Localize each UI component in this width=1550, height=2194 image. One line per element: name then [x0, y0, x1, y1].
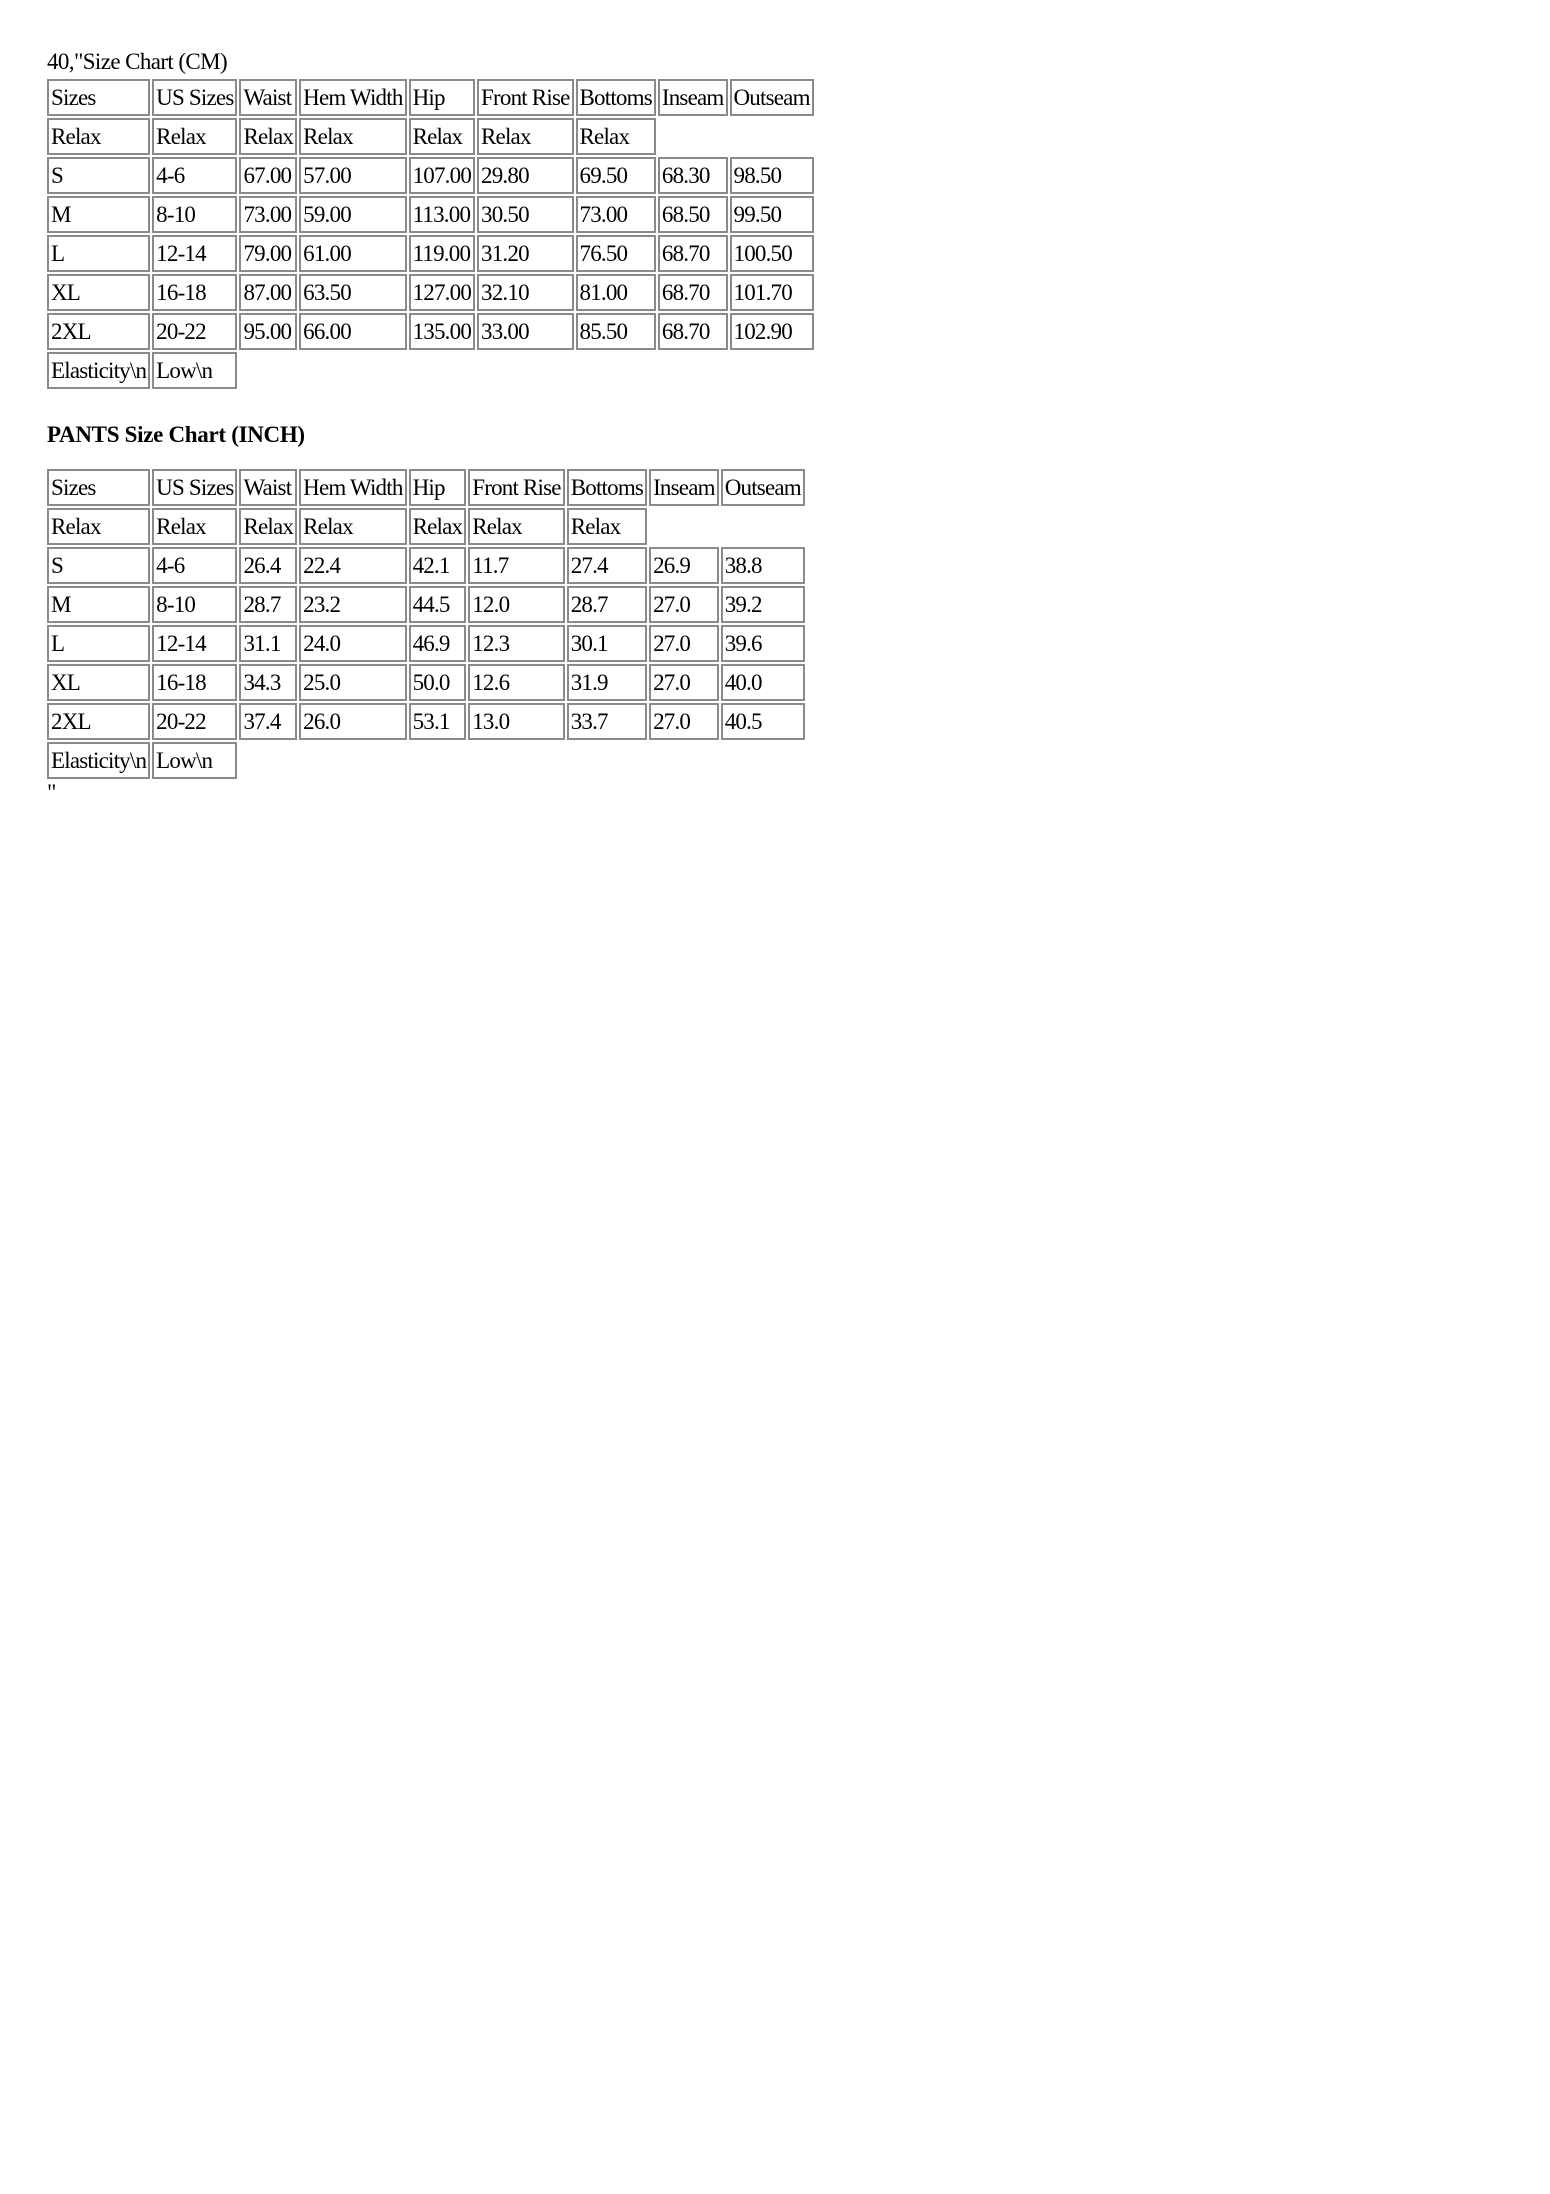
column-header: Front Rise	[477, 79, 573, 116]
relax-cell: Relax	[299, 118, 406, 155]
inch-chart-heading: PANTS Size Chart (INCH)	[47, 422, 305, 447]
empty-cell	[239, 742, 297, 779]
table-row	[47, 703, 805, 740]
relax-cell: Relax	[468, 508, 564, 545]
elasticity-cell: Elasticity\n	[47, 352, 150, 389]
column-header: Outseam	[730, 79, 814, 116]
closing-quote: "	[47, 780, 57, 805]
elasticity-cell: Elasticity\n	[47, 742, 150, 779]
table-cell: 12.3	[468, 625, 564, 662]
elasticity-row	[47, 742, 805, 779]
table-cell: 12-14	[152, 235, 237, 272]
table-cell: 32.10	[477, 274, 573, 311]
table-cell: 29.80	[477, 157, 573, 194]
header-row	[47, 79, 814, 116]
table-cell: M	[47, 586, 150, 623]
table-cell: 13.0	[468, 703, 564, 740]
empty-cell	[567, 742, 647, 779]
column-header: Sizes	[47, 469, 150, 506]
empty-cell	[409, 742, 467, 779]
table-row	[47, 157, 814, 194]
table-row	[47, 235, 814, 272]
table-cell: 39.2	[721, 586, 805, 623]
table-cell: 31.9	[567, 664, 647, 701]
inch-table-body	[47, 469, 805, 779]
table-cell: 27.4	[567, 547, 647, 584]
table-cell: 39.6	[721, 625, 805, 662]
table-cell: 44.5	[409, 586, 467, 623]
empty-cell	[721, 508, 805, 545]
table-cell: 46.9	[409, 625, 467, 662]
table-cell: L	[47, 625, 150, 662]
relax-cell: Relax	[152, 508, 237, 545]
table-row	[47, 625, 805, 662]
table-cell: 27.0	[649, 625, 719, 662]
table-cell: S	[47, 547, 150, 584]
relax-cell: Relax	[567, 508, 647, 545]
table-cell: M	[47, 196, 150, 233]
empty-cell	[658, 352, 728, 389]
table-cell: 107.00	[409, 157, 475, 194]
empty-cell	[299, 742, 406, 779]
table-cell: 12.6	[468, 664, 564, 701]
table-cell: 68.70	[658, 313, 728, 350]
table-cell: 79.00	[239, 235, 297, 272]
table-cell: 69.50	[576, 157, 656, 194]
table-row	[47, 547, 805, 584]
table-cell: 28.7	[239, 586, 297, 623]
table-cell: 24.0	[299, 625, 406, 662]
relax-cell: Relax	[152, 118, 237, 155]
empty-cell	[730, 118, 814, 155]
table-cell: 8-10	[152, 196, 237, 233]
table-cell: XL	[47, 274, 150, 311]
section-spacer	[47, 391, 816, 421]
column-header: US Sizes	[152, 469, 237, 506]
table-row	[47, 586, 805, 623]
table-cell: 37.4	[239, 703, 297, 740]
table-cell: 102.90	[730, 313, 814, 350]
table-cell: 76.50	[576, 235, 656, 272]
table-cell: 30.50	[477, 196, 573, 233]
table-row	[47, 196, 814, 233]
relax-cell: Relax	[239, 508, 297, 545]
column-header: Waist	[239, 79, 297, 116]
table-cell: 73.00	[576, 196, 656, 233]
table-row	[47, 664, 805, 701]
table-cell: 63.50	[299, 274, 406, 311]
table-cell: 95.00	[239, 313, 297, 350]
column-header: US Sizes	[152, 79, 237, 116]
table-cell: 26.9	[649, 547, 719, 584]
table-cell: 38.8	[721, 547, 805, 584]
empty-cell	[658, 118, 728, 155]
table-cell: 4-6	[152, 157, 237, 194]
column-header: Hem Width	[299, 79, 406, 116]
table-cell: 12-14	[152, 625, 237, 662]
table-cell: 57.00	[299, 157, 406, 194]
table-cell: 8-10	[152, 586, 237, 623]
table-cell: 26.4	[239, 547, 297, 584]
relax-cell: Relax	[409, 118, 475, 155]
table-cell: 135.00	[409, 313, 475, 350]
table-cell: 98.50	[730, 157, 814, 194]
table-cell: 81.00	[576, 274, 656, 311]
table-cell: 27.0	[649, 703, 719, 740]
relax-cell: Relax	[239, 118, 297, 155]
relax-cell: Relax	[576, 118, 656, 155]
section-spacer	[47, 449, 816, 467]
table-cell: 2XL	[47, 703, 150, 740]
table-cell: 28.7	[567, 586, 647, 623]
empty-cell	[468, 742, 564, 779]
table-cell: 16-18	[152, 274, 237, 311]
empty-cell	[239, 352, 297, 389]
column-header: Hip	[409, 79, 475, 116]
table-cell: 16-18	[152, 664, 237, 701]
table-cell: 119.00	[409, 235, 475, 272]
table-cell: 11.7	[468, 547, 564, 584]
table-cell: 66.00	[299, 313, 406, 350]
column-header: Sizes	[47, 79, 150, 116]
column-header: Outseam	[721, 469, 805, 506]
empty-cell	[649, 742, 719, 779]
table-cell: 113.00	[409, 196, 475, 233]
table-cell: 40.5	[721, 703, 805, 740]
elasticity-cell: Low\n	[152, 352, 237, 389]
table-cell: 68.70	[658, 235, 728, 272]
table-cell: 33.00	[477, 313, 573, 350]
table-row	[47, 313, 814, 350]
table-cell: 31.1	[239, 625, 297, 662]
empty-cell	[721, 742, 805, 779]
table-cell: L	[47, 235, 150, 272]
inch-size-table	[45, 467, 807, 781]
empty-cell	[576, 352, 656, 389]
table-cell: 127.00	[409, 274, 475, 311]
empty-cell	[299, 352, 406, 389]
table-cell: 68.50	[658, 196, 728, 233]
table-cell: 22.4	[299, 547, 406, 584]
column-header: Inseam	[649, 469, 719, 506]
cm-chart-heading: 40,"Size Chart (CM)	[47, 49, 228, 74]
table-cell: 12.0	[468, 586, 564, 623]
table-cell: 40.0	[721, 664, 805, 701]
column-header: Inseam	[658, 79, 728, 116]
relax-row	[47, 508, 805, 545]
table-cell: 27.0	[649, 586, 719, 623]
table-cell: 85.50	[576, 313, 656, 350]
table-cell: 99.50	[730, 196, 814, 233]
relax-cell: Relax	[409, 508, 467, 545]
column-header: Front Rise	[468, 469, 564, 506]
table-cell: 59.00	[299, 196, 406, 233]
table-cell: 73.00	[239, 196, 297, 233]
table-cell: 33.7	[567, 703, 647, 740]
cm-size-table	[45, 77, 816, 391]
header-row	[47, 469, 805, 506]
elasticity-row	[47, 352, 814, 389]
table-cell: XL	[47, 664, 150, 701]
table-cell: 87.00	[239, 274, 297, 311]
table-cell: 23.2	[299, 586, 406, 623]
table-cell: 31.20	[477, 235, 573, 272]
table-cell: 4-6	[152, 547, 237, 584]
table-cell: 67.00	[239, 157, 297, 194]
table-cell: 20-22	[152, 313, 237, 350]
document-page	[47, 48, 816, 803]
table-cell: 26.0	[299, 703, 406, 740]
table-cell: 34.3	[239, 664, 297, 701]
empty-cell	[730, 352, 814, 389]
column-header: Bottoms	[567, 469, 647, 506]
empty-cell	[409, 352, 475, 389]
table-cell: 68.30	[658, 157, 728, 194]
empty-cell	[477, 352, 573, 389]
column-header: Hem Width	[299, 469, 406, 506]
table-cell: 68.70	[658, 274, 728, 311]
table-cell: 42.1	[409, 547, 467, 584]
table-cell: 100.50	[730, 235, 814, 272]
table-cell: 30.1	[567, 625, 647, 662]
elasticity-cell: Low\n	[152, 742, 237, 779]
table-cell: 101.70	[730, 274, 814, 311]
cm-table-body	[47, 79, 814, 389]
empty-cell	[649, 508, 719, 545]
column-header: Waist	[239, 469, 297, 506]
table-cell: 25.0	[299, 664, 406, 701]
table-cell: S	[47, 157, 150, 194]
table-cell: 2XL	[47, 313, 150, 350]
column-header: Bottoms	[576, 79, 656, 116]
table-cell: 27.0	[649, 664, 719, 701]
relax-cell: Relax	[47, 508, 150, 545]
relax-row	[47, 118, 814, 155]
table-cell: 20-22	[152, 703, 237, 740]
table-row	[47, 274, 814, 311]
table-cell: 53.1	[409, 703, 467, 740]
relax-cell: Relax	[47, 118, 150, 155]
table-cell: 61.00	[299, 235, 406, 272]
relax-cell: Relax	[477, 118, 573, 155]
column-header: Hip	[409, 469, 467, 506]
table-cell: 50.0	[409, 664, 467, 701]
relax-cell: Relax	[299, 508, 406, 545]
